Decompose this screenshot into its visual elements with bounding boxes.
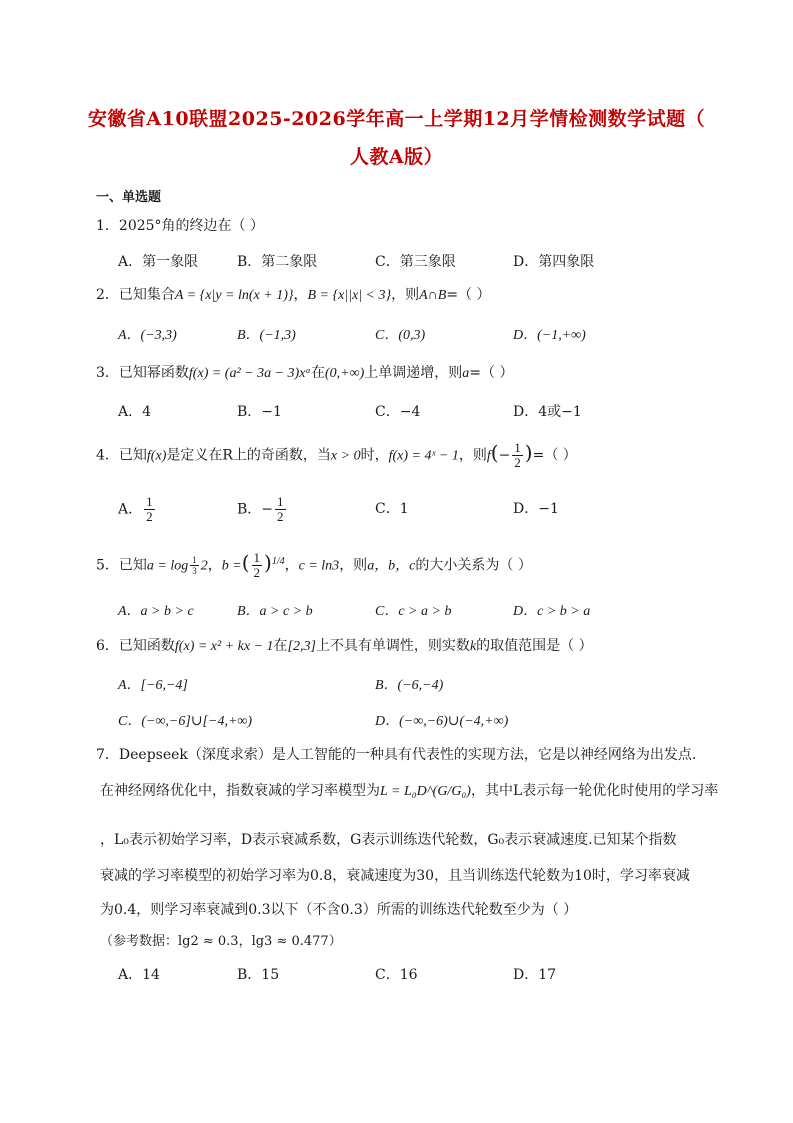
question-number: 2． (96, 287, 119, 303)
option-label: B． (237, 501, 262, 518)
fraction (512, 441, 523, 470)
question-3 (96, 362, 733, 385)
fraction-numerator: 1 (514, 440, 521, 455)
q6-option-c: C．(−∞,−6]∪[−4,+∞) (118, 714, 253, 729)
q5-option-d: D．c > b > a (513, 604, 591, 619)
q1-option-a: A．第一象限 (118, 254, 199, 270)
stem-text: ， (293, 287, 308, 303)
stem-text: 已知函数 (118, 638, 175, 654)
q5-option-b: B．a > c > b (237, 604, 313, 619)
q6-option-b: B．(−6,−4) (375, 678, 444, 693)
b-exponent: 1/4 (271, 556, 285, 567)
q3-option-d: D．4或−1 (513, 404, 582, 420)
question-stem: 2025°角的终边在（ ） (118, 218, 265, 234)
question-number: 6． (96, 638, 119, 654)
q2-option-a: A．(−3,3) (118, 328, 177, 343)
stem-text: ，则 (458, 447, 487, 464)
question-2 (96, 284, 733, 307)
fraction-numerator: 1 (277, 494, 284, 509)
fraction-denominator: 2 (514, 455, 521, 470)
function-expression: f(x) = x² + kx − 1 (174, 639, 274, 654)
q4-option-b (237, 495, 288, 524)
stem-text: =（ ） (469, 365, 514, 381)
q7-option-d: D．17 (513, 967, 557, 983)
option-label: A． (118, 501, 143, 518)
question-7-line3: ，L₀表示初始学习率，D表示衰减系数，G表示训练迭代轮数，G₀表示衰减速度.已知某个指数 (100, 832, 677, 848)
exam-title-line2: 人教A版） (349, 146, 444, 168)
question-6 (96, 635, 733, 658)
fraction-denominator: 2 (253, 565, 261, 581)
q6-option-d: D．(−∞,−6)∪(−4,+∞) (375, 714, 509, 729)
fraction-denominator: 2 (277, 509, 284, 524)
q2-option-c: C．(0,3) (375, 328, 426, 343)
q4-option-d: D．−1 (513, 501, 559, 517)
function-name: f (486, 448, 491, 464)
learning-rate-model: L = L₀D^(G/G₀) (380, 784, 471, 799)
fraction (275, 495, 286, 524)
stem-text: 已知幂函数 (118, 365, 189, 381)
q1-option-d: D．第四象限 (513, 254, 595, 270)
question-7-line1 (96, 744, 733, 766)
c-definition: c = ln3 (298, 558, 340, 574)
stem-text: Deepseek（深度求索）是人工智能的一种具有代表性的实现方法，它是以神经网络为出发点. (118, 747, 697, 763)
stem-text: 在 (311, 365, 326, 381)
fraction (252, 551, 263, 580)
q4-option-c: C．1 (375, 501, 409, 517)
stem-text: 已知集合 (118, 287, 175, 303)
interval-expression: [2,3] (287, 639, 316, 654)
question-7-line4: 衰减的学习率模型的初始学习率为0.8，衰减速度为30，且当训练迭代轮数为10时，学习率衰减 (100, 868, 690, 884)
stem-text: ，则 (391, 287, 420, 303)
stem-text: 时， (360, 447, 389, 464)
log-argument: 2 (200, 558, 208, 574)
stem-text: 上单调递增，则 (364, 365, 463, 381)
q7-option-c: C．16 (375, 967, 418, 983)
variable-k: k (469, 639, 477, 654)
q7-option-a: A．14 (118, 967, 160, 983)
question-1 (96, 215, 733, 237)
q2-option-b: B．(−1,3) (237, 328, 296, 343)
q4-option-a (118, 495, 157, 524)
stem-text: 在 (273, 638, 288, 654)
power-function-expression: f(x) = (a² − 3a − 3)xᵃ (188, 366, 312, 381)
q3-option-b: B．−1 (237, 404, 282, 420)
a-definition: a = log (146, 558, 189, 574)
question-number: 3． (96, 365, 119, 381)
fraction-numerator: 1 (253, 550, 261, 566)
stem-text: 已知 (118, 447, 147, 464)
question-number: 1． (96, 218, 119, 234)
set-a-expression: A = {x|y = ln(x + 1)} (174, 288, 294, 303)
question-number: 4． (96, 447, 119, 464)
set-b-expression: B = {x||x| < 3} (307, 288, 392, 303)
section-heading: 一、单选题 (96, 190, 162, 205)
fraction-numerator: 1 (146, 494, 153, 509)
intersection-expression: A∩B (419, 288, 447, 303)
q5-option-c: C．c > a > b (375, 604, 452, 619)
q2-option-d: D．(−1,+∞) (513, 328, 586, 343)
variable-list: a，b，c (367, 558, 416, 574)
function-definition: f(x) = 4ˣ − 1 (388, 448, 459, 464)
fraction-denominator: 2 (146, 509, 153, 524)
question-number: 5． (96, 557, 119, 574)
fraction (144, 495, 155, 524)
minus-sign: − (261, 501, 274, 518)
stem-text: ，其中L表示每一轮优化时使用的学习率 (470, 783, 719, 799)
question-number: 7． (96, 747, 119, 763)
question-5: 5．已知a = log $\frac{1}{3}$ 2，b =( $\frac{1}{2}$ )$^{1/4}$，c = ln3，则a，b，c的大小关系为（ ） (96, 550, 532, 581)
question-7-line2 (100, 780, 733, 803)
exam-title-line1: 安徽省A10联盟2025-2026学年高一上学期12月学情检测数学试题（ (87, 108, 706, 130)
stem-text: ，则 (339, 557, 368, 574)
condition-expression: x > 0 (330, 448, 361, 464)
stem-text: 已知 (118, 557, 147, 574)
question-7-line5: 为0.4，则学习率衰减到0.3以下（不含0.3）所需的训练迭代轮数至少为（ ） (100, 902, 578, 918)
interval-expression: (0,+∞) (325, 366, 365, 381)
q3-option-a: A．4 (118, 404, 152, 420)
log-base-fraction (190, 555, 199, 576)
stem-text: 上不具有单调性，则实数 (315, 638, 470, 654)
stem-text: 的取值范围是（ ） (476, 638, 593, 654)
stem-text: 在神经网络优化中，指数衰减的学习率模型为 (100, 783, 380, 799)
b-definition: b = (221, 558, 242, 574)
stem-text: =（ ） (446, 287, 491, 303)
q1-option-c: C．第三象限 (375, 254, 456, 270)
q5-option-a: A．a > b > c (118, 604, 194, 619)
q1-option-b: B．第二象限 (237, 254, 318, 270)
fraction-denominator: 3 (192, 566, 197, 577)
variable-a: a (462, 366, 470, 381)
q6-option-a: A．[−6,−4] (118, 678, 188, 693)
function-name: f(x) (146, 448, 167, 464)
q3-option-c: C．−4 (375, 404, 421, 420)
stem-text: 是定义在R上的奇函数，当 (166, 447, 331, 464)
reference-data: （参考数据：lg2 ≈ 0.3，lg3 ≈ 0.477） (100, 934, 342, 949)
question-4: 4．已知f(x)是定义在R上的奇函数，当x > 0时，f(x) = 4ˣ − 1，则f(− $\frac{1}{2}$ )=（ ） (96, 440, 577, 470)
stem-text: =（ ） (532, 447, 577, 464)
stem-text: 的大小关系为（ ） (415, 557, 532, 574)
q7-option-b: B．15 (237, 967, 280, 983)
fraction-numerator: 1 (192, 555, 197, 566)
